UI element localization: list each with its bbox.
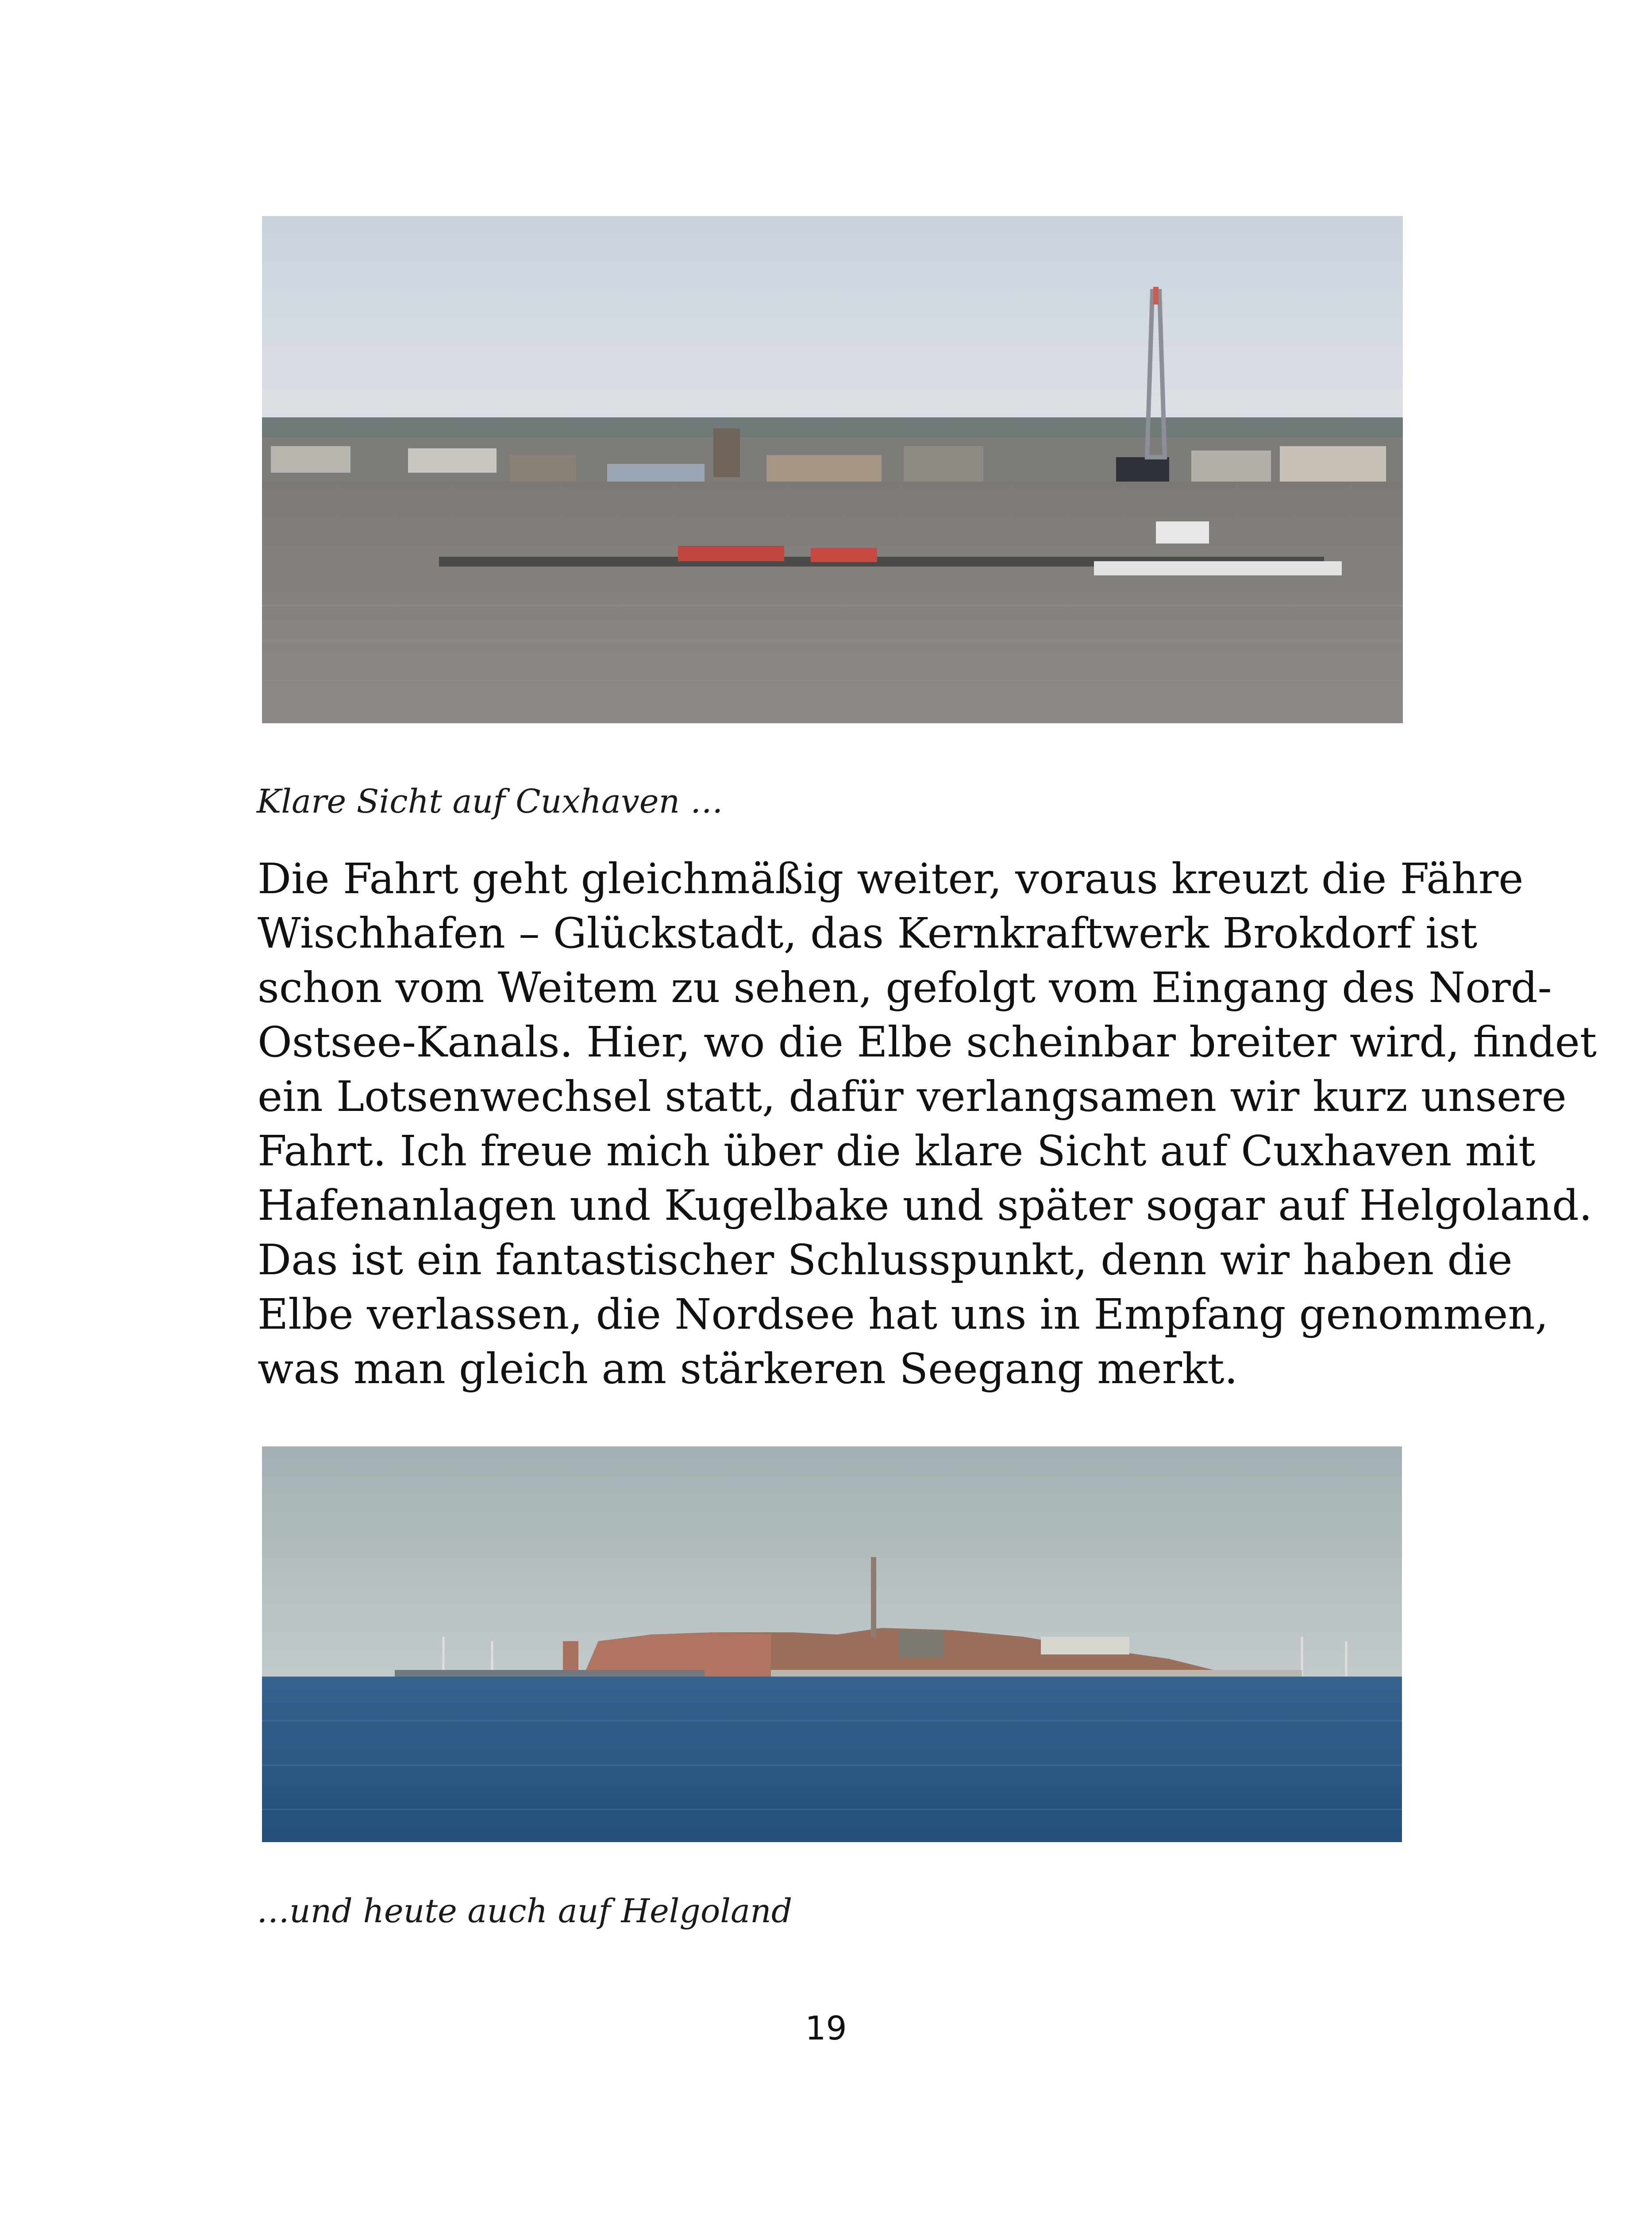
helgoland-photo xyxy=(262,1446,1402,1842)
paragraph-line: was man gleich am stärkeren Seegang merkt. xyxy=(258,1345,1238,1393)
paragraph-line: Hafenanlagen und Kugelbake und später sogar auf Helgoland. xyxy=(258,1181,1593,1230)
paragraph-line: Elbe verlassen, die Nordsee hat uns in Empfang genommen, xyxy=(258,1290,1548,1339)
paragraph-line: ein Lotsenwechsel statt, dafür verlangsamen wir kurz unsere xyxy=(258,1072,1567,1121)
cuxhaven-harbor-photo xyxy=(262,216,1403,723)
paragraph-line: Wischhafen – Glückstadt, das Kernkraftwerk Brokdorf ist xyxy=(258,909,1478,958)
paragraph-line: Das ist ein fantastischer Schlusspunkt, denn wir haben die xyxy=(258,1236,1513,1284)
paragraph xyxy=(258,852,1597,1396)
paragraph-line: Ostsee-Kanals. Hier, wo die Elbe scheinbar breiter wird, findet xyxy=(258,1018,1597,1067)
paragraph-line: Die Fahrt geht gleichmäßig weiter, voraus kreuzt die Fähre xyxy=(258,855,1524,903)
figure-caption-cuxhaven: Klare Sicht auf Cuxhaven … xyxy=(257,783,723,821)
page-number: 19 xyxy=(805,2009,847,2047)
paragraph-line: schon vom Weitem zu sehen, gefolgt vom Eingang des Nord- xyxy=(258,964,1552,1012)
paragraph-line: Fahrt. Ich freue mich über die klare Sicht auf Cuxhaven mit xyxy=(258,1127,1536,1176)
figure-caption-helgoland: …und heute auch auf Helgoland xyxy=(257,1892,793,1930)
